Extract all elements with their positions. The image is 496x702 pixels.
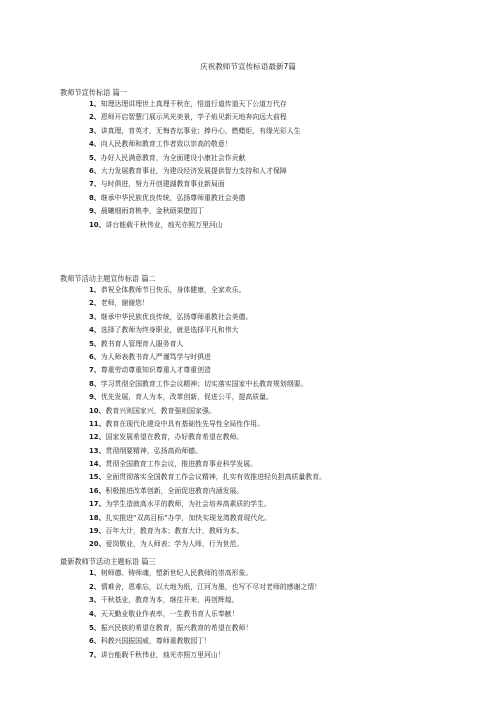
list-item <box>60 284 480 297</box>
list-item <box>60 311 480 324</box>
list-item <box>60 458 480 471</box>
item-number: 4、 <box>89 140 101 149</box>
item-text: 继承中华民族优良传统，弘扬尊师重教社会美德 <box>100 193 246 202</box>
item-number: 19、 <box>89 527 106 536</box>
item-text: 树师德、铸师魂，塑新世纪人民教师的崇高形象。 <box>100 569 253 577</box>
item-number: 10、 <box>89 406 106 415</box>
item-number: 6、 <box>89 352 101 361</box>
list-item <box>60 205 480 218</box>
list-item <box>60 138 480 151</box>
list-item <box>60 431 480 444</box>
item-text: 教书育人管理育人服务育人 <box>100 339 184 348</box>
item-number: 1、 <box>89 100 101 108</box>
list-item <box>60 351 480 364</box>
item-text: 教育兴则国家兴，教育强则国家强。 <box>105 406 216 415</box>
list-item <box>60 111 480 124</box>
item-text: 与时俱进，努力开创建湖教育事业新局面 <box>100 180 225 189</box>
section-heading: 教师节活动主题宣传标语 篇二 <box>60 274 156 283</box>
item-text: 扎实推进“双高目标”办学，加快实现龙湾教育现代化。 <box>105 513 272 522</box>
list-item <box>60 338 480 351</box>
list-item <box>60 512 480 525</box>
item-text: 振兴民族的希望在教育，振兴教育的希望在教师！ <box>100 623 253 632</box>
list-item <box>60 391 480 404</box>
list-item <box>60 445 480 458</box>
item-text: 贯彻纲要精神，弘扬高尚师德。 <box>105 446 202 455</box>
item-number: 1、 <box>89 286 101 294</box>
item-text: 老师，谢谢您！ <box>100 299 149 308</box>
document-title: 庆祝教师节宣传标语最新7篇 <box>200 62 296 71</box>
item-number: 14、 <box>89 460 106 469</box>
item-number: 5、 <box>89 339 101 348</box>
item-number: 7、 <box>89 180 101 189</box>
item-text: 天天勤业敬业作表率，一生教书育人乐奉献！ <box>100 610 239 619</box>
item-number: 3、 <box>89 312 101 321</box>
section-one <box>60 88 480 232</box>
item-number: 15、 <box>89 473 106 482</box>
list-item <box>60 538 480 551</box>
item-text: 讲台能载千秋伟业，烛光亦照万里河山！ <box>100 651 225 660</box>
list-item <box>60 152 480 165</box>
item-text: 爱岗敬业，为人师表；学为人师，行为世范。 <box>105 540 244 549</box>
item-number: 2、 <box>89 582 101 591</box>
list-item <box>60 649 480 663</box>
item-text: 办好人民满意教育，为全面建设小康社会作贡献 <box>100 153 246 162</box>
list-item <box>60 498 480 511</box>
item-text: 讲台能载千秋伟业，烛光亦照万里河山 <box>105 220 223 229</box>
item-text: 恭祝全体教师节日快乐，身体健康，全家欢乐。 <box>100 286 246 294</box>
item-text: 向人民教师和教育工作者致以崇高的敬意！ <box>100 140 232 149</box>
item-number: 16、 <box>89 486 106 495</box>
list-item <box>60 324 480 337</box>
list-item <box>60 125 480 138</box>
slogan-list <box>60 98 480 232</box>
list-item <box>60 192 480 205</box>
item-text: 贯彻全国教育工作会议，推进教育事业科学发展。 <box>105 460 258 469</box>
item-text: 学习贯彻全国教育工作会议精神；切实落实国家中长教育规划纲要。 <box>100 379 308 388</box>
item-text: 百年大计，教育为本；教育大计，教师为本。 <box>105 527 244 536</box>
item-number: 9、 <box>89 207 101 216</box>
item-text: 选择了教师为终身职业，就是选择平凡和伟大 <box>100 326 239 335</box>
list-item <box>60 581 480 595</box>
list-item <box>60 622 480 636</box>
list-item <box>60 418 480 431</box>
item-number: 4、 <box>89 326 101 335</box>
item-number: 7、 <box>89 366 101 375</box>
item-text: 为人师表教书育人严谨笃学与时俱进 <box>100 352 211 361</box>
item-text: 继承中华民族优良传统，弘扬尊师重教社会美德。 <box>100 312 253 321</box>
list-item <box>60 165 480 178</box>
list-item <box>60 378 480 391</box>
item-number: 5、 <box>89 623 101 632</box>
list-item <box>60 219 480 232</box>
item-text: 科教兴国振国威，尊师重教敬园丁！ <box>100 637 211 646</box>
list-item <box>60 567 480 581</box>
item-number: 10、 <box>89 220 106 229</box>
item-number: 4、 <box>89 610 101 619</box>
item-text: 千秋基业，教育为本，继往开来，再创辉煌。 <box>100 596 239 605</box>
slogan-list <box>60 284 480 552</box>
item-text: 讲真理，育英才，无悔杏坛事业；捧丹心，燃蜡炬，有缘光彩人生 <box>100 126 301 135</box>
section-two <box>60 274 480 552</box>
item-text: 全面贯彻落实全国教育工作会议精神，扎实有效推进轻负担高质量教育。 <box>105 473 326 482</box>
section-heading: 教师节宣传标语 篇一 <box>60 88 127 97</box>
item-text: 知理达理讲理世上真理千秋在，悟道行道传道天下公道万代存 <box>100 100 287 108</box>
item-text: 恩师开启智慧门展示风光美景，学子焰见新天地奔向远大前程 <box>100 113 287 122</box>
item-number: 13、 <box>89 446 106 455</box>
list-item <box>60 485 480 498</box>
item-number: 12、 <box>89 433 106 442</box>
item-number: 9、 <box>89 393 101 402</box>
item-number: 18、 <box>89 513 106 522</box>
list-item <box>60 364 480 377</box>
item-number: 6、 <box>89 637 101 646</box>
item-number: 3、 <box>89 126 101 135</box>
list-item <box>60 178 480 191</box>
item-number: 11、 <box>89 419 106 428</box>
item-text: 晨曦细雨育桃李，金秋硕果壁园丁 <box>100 207 205 216</box>
item-number: 8、 <box>89 379 101 388</box>
item-number: 3、 <box>89 596 101 605</box>
item-number: 5、 <box>89 153 101 162</box>
item-number: 6、 <box>89 166 101 175</box>
section-three <box>60 557 480 663</box>
item-text: 优先发展，育人为本，改革创新，促进公平，提高质量。 <box>100 393 273 402</box>
list-item <box>60 635 480 649</box>
list-item <box>60 98 480 111</box>
list-item <box>60 608 480 622</box>
item-number: 2、 <box>89 113 101 122</box>
list-item <box>60 405 480 418</box>
slogan-list <box>60 567 480 663</box>
item-text: 情难舍，恩难忘，以大地为纸，江河为墨，也写不尽对老师的感谢之情！ <box>100 582 322 591</box>
item-text: 尊重劳动尊重知识尊重人才尊重创造 <box>100 366 211 375</box>
list-item <box>60 471 480 484</box>
list-item <box>60 525 480 538</box>
item-text: 积极推进改革创新，全面促进教育内涵发展。 <box>105 486 244 495</box>
item-text: 教育在现代化建设中具有基础性先导性全局性作用。 <box>105 419 264 428</box>
item-number: 17、 <box>89 500 106 509</box>
item-number: 2、 <box>89 299 101 308</box>
item-text: 国家发展希望在教育，办好教育希望在教师。 <box>105 433 244 442</box>
item-text: 大力发展教育事业，为建设经济发展提供智力支持和人才保障 <box>100 166 287 175</box>
item-number: 8、 <box>89 193 101 202</box>
list-item <box>60 297 480 310</box>
item-number: 20、 <box>89 540 106 549</box>
item-number: 7、 <box>89 651 101 660</box>
item-text: 为学生造就高水平的教师，为社会培养高素质的学生。 <box>105 500 271 509</box>
section-heading: 最新教师节活动主题标语 篇三 <box>60 557 156 566</box>
item-number: 1、 <box>89 569 101 577</box>
list-item <box>60 594 480 608</box>
